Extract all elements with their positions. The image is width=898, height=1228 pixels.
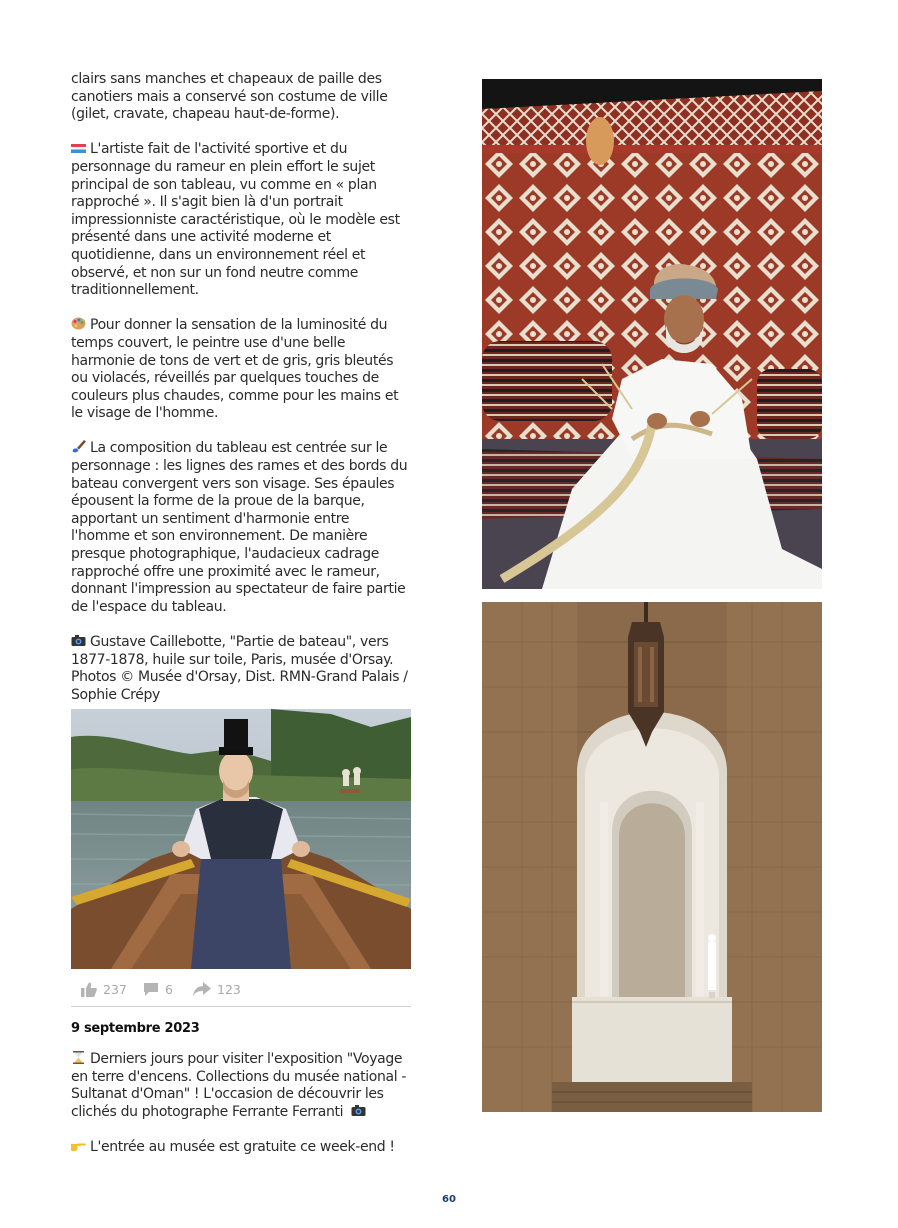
post-stats-bar: [71, 978, 411, 1007]
photo-palm-weaver[interactable]: [482, 79, 822, 589]
paragraph-credit: [71, 634, 411, 704]
camera-icon: [71, 634, 86, 647]
shares-stat[interactable]: [193, 982, 241, 997]
likes-count: 237: [103, 982, 127, 997]
page-number: 60: [442, 1194, 456, 1205]
comment-icon: [143, 982, 159, 997]
post-date: 9 septembre 2023: [71, 1021, 200, 1036]
post-2-free-entry-text: L'entrée au musée est gratuite ce week-end !: [90, 1138, 395, 1155]
camera-icon-2: [351, 1104, 366, 1117]
share-arrow-icon: [193, 982, 211, 997]
paragraph-subject: [71, 141, 411, 299]
photo-mosque-arches[interactable]: [482, 602, 822, 1112]
post-2-exhibition-text: Derniers jours pour visiter l'exposition "Voyage en terre d'encens. Collections du musée national - Sultanat d'Oman" ! L'occasion de découvrir les clichés du photographe Ferrante Ferranti: [71, 1051, 407, 1120]
likes-stat[interactable]: [81, 982, 127, 997]
paragraph-intro: clairs sans manches et chapeaux de paille des canotiers mais a conservé son costume de ville (gilet, cravate, chapeau haut-de-forme).: [71, 71, 388, 123]
photo-palm-weaver-illustration: [482, 79, 822, 589]
thumbs-up-icon: [81, 982, 97, 997]
article-column: [71, 71, 411, 722]
paragraph-subject-text: L'artiste fait de l'activité sportive et du personnage du rameur en plein effort le sujet principal de son tableau, vu comme en « plan rapproché ». Il s'agit bien là d'un portrait impressionniste caractéristique, où le modèle est présenté dans une activité moderne et quotidienne, dans un environnement réel et observé, et non sur un fond neutre comme traditionnellement.: [71, 141, 400, 299]
post-2-paragraph-free-entry: [71, 1139, 416, 1157]
paragraph-composition: [71, 440, 411, 616]
shares-count: 123: [217, 982, 241, 997]
hourglass-icon: [71, 1051, 86, 1064]
paragraph-palette-text: Pour donner la sensation de la luminosité du temps couvert, le peintre use d'une belle harmonie de tons de vert et de gris, gris bleutés ou violacés, réveillés par quelques touches de couleurs plus chaudes, comme pour les mains et le visage de l'homme.: [71, 317, 399, 422]
paragraph-palette: [71, 317, 411, 423]
comments-count: 6: [165, 982, 173, 997]
pointing-hand-icon: [71, 1139, 86, 1152]
palette-icon: [71, 317, 86, 330]
photo-mosque-arches-illustration: [482, 602, 822, 1112]
paragraph-composition-text: La composition du tableau est centrée sur le personnage : les lignes des rames et des bords du bateau convergent vers son visage. Ses épaules épousent la forme de la proue de la barque, apportant un sentiment d'harmonie entre l'homme et son environnement. De manière presque photographique, l'audacieux cadrage rapproché offre une proximité avec le rameur, donnant l'impression au spectateur de faire partie de l'espace du tableau.: [71, 440, 408, 615]
painting-partie-de-bateau[interactable]: [71, 709, 411, 969]
post-2-paragraph-exhibition: [71, 1051, 416, 1121]
painting-illustration: [71, 709, 411, 969]
paragraph-credit-text: Gustave Caillebotte, "Partie de bateau", vers 1877-1878, huile sur toile, Paris, musée d'Orsay. Photos © Musée d'Orsay, Dist. RMN-Grand Palais / Sophie Crépy: [71, 634, 408, 703]
rowing-boat-icon: [71, 141, 86, 154]
paintbrush-icon: [71, 440, 86, 453]
post-2-body: [71, 1051, 416, 1174]
comments-stat[interactable]: [143, 982, 173, 997]
